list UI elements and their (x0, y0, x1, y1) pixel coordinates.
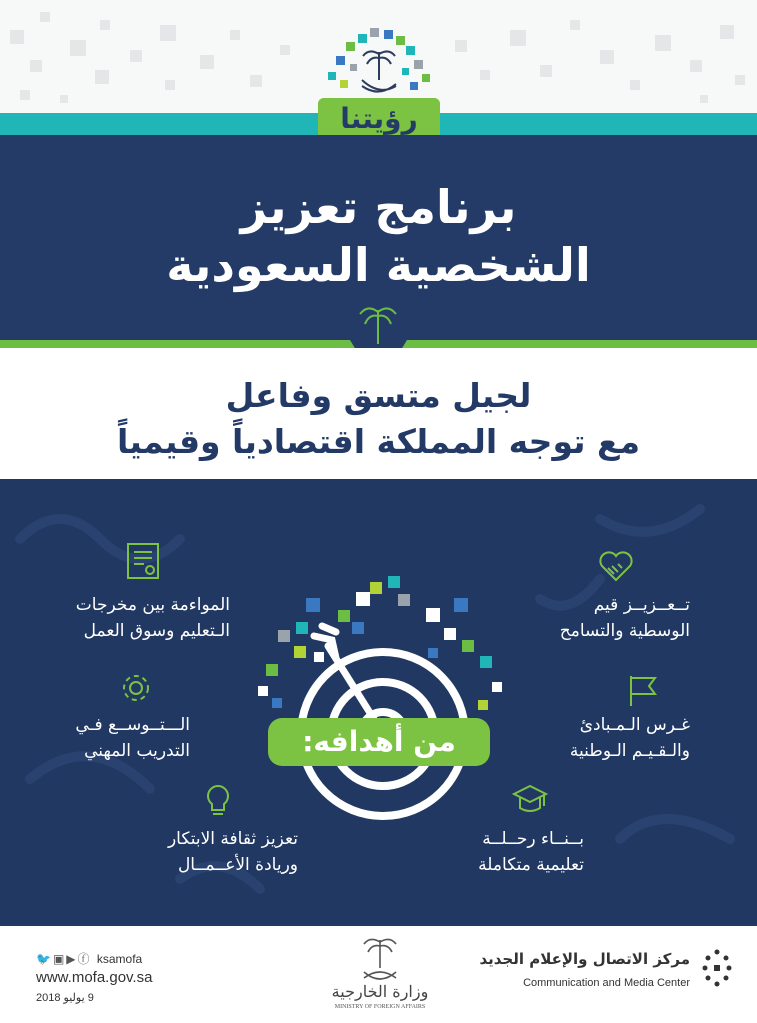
goal-1-line2: الوسطية والتسامح (559, 621, 690, 641)
goal-5-line2: التدريب المهني (84, 741, 190, 761)
goal-item-5 (0, 712, 190, 764)
goal-4-line1: المواءمة بين مخرجات (75, 595, 230, 615)
goal-item-6 (78, 826, 298, 878)
goal-2-line2: والـقـيـم الـوطنية (569, 741, 690, 761)
page-title-line2: الشخصية السعودية (166, 238, 591, 292)
center-name-ar: مركز الاتصال والإعلام الجديد (479, 950, 690, 968)
goal-item-3 (364, 826, 584, 878)
ministry-name-ar: وزارة الخارجية (331, 982, 429, 1001)
goal-3-line2: تعليمية متكاملة (478, 855, 584, 875)
certificate-icon (124, 540, 164, 584)
goal-item-4 (10, 592, 230, 644)
lightbulb-icon (200, 780, 236, 820)
subtitle-line2: مع توجه المملكة اقتصادياً وقيمياً (116, 422, 641, 461)
website-link[interactable]: www.mofa.gov.sa (36, 969, 153, 986)
goal-6-line1: تعزيز ثقافة الابتكار (167, 829, 298, 849)
publish-date: 9 يوليو 2018 (36, 992, 94, 1004)
center-name-en: Communication and Media Center (523, 977, 690, 989)
goal-1-line1: تــعــزيــز قيم (593, 595, 690, 615)
ministry-emblem (350, 934, 410, 984)
subtitle-line1: لجيل متسق وفاعل (225, 376, 532, 415)
goal-item-1 (470, 592, 690, 644)
page-title-line1: برنامج تعزيز (240, 180, 517, 234)
goals-badge: من أهدافه: (268, 718, 490, 766)
vision-logo-text: رؤيتنا (318, 98, 440, 140)
goal-4-line2: الـتعليم وسوق العمل (83, 621, 230, 641)
gear-icon (118, 670, 154, 706)
goal-item-2 (470, 712, 690, 764)
ministry-name-en: MINISTRY OF FOREIGN AFFAIRS (334, 1004, 426, 1010)
goal-5-line1: الـــتــوســع فـي (75, 715, 190, 735)
media-center-logo (700, 946, 734, 996)
social-icons: 🐦▣▶ⓕ (36, 952, 97, 966)
goal-3-line1: بــنــاء رحــلــة (482, 829, 584, 849)
social-row (36, 950, 142, 967)
goal-6-line2: وريادة الأعــمــال (177, 855, 298, 875)
flag-icon (625, 672, 661, 708)
goal-2-line1: غـرس الـمـبادئ (579, 715, 690, 735)
social-handle[interactable]: ksamofa (96, 952, 143, 966)
handshake-heart-icon (596, 546, 636, 586)
vision-2030-emblem (318, 24, 440, 106)
graduation-cap-icon (510, 780, 550, 820)
